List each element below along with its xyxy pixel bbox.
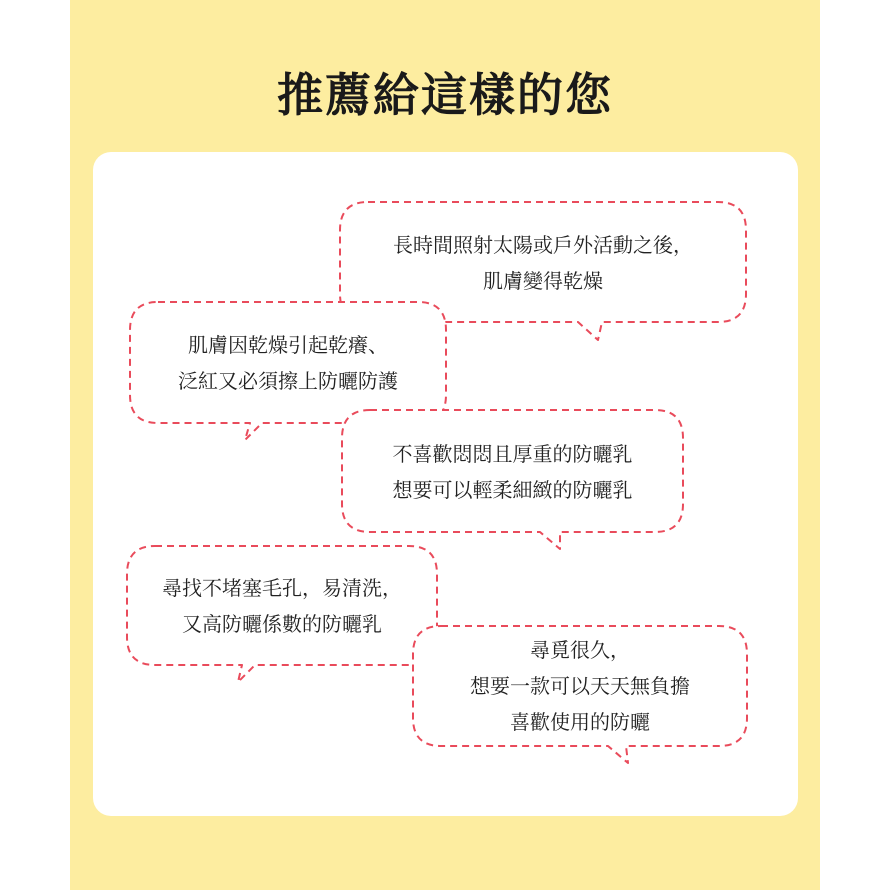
bubble-3-line-1: 不喜歡悶悶且厚重的防曬乳 [392, 442, 633, 466]
bubble-1-line-1: 長時間照射太陽或戶外活動之後， [393, 233, 693, 257]
bubble-3-line-2: 想要可以輕柔細緻的防曬乳 [392, 478, 633, 502]
bubble-4-line-1: 尋找不堵塞毛孔，易清洗， [162, 576, 402, 600]
speech-bubble-2-text [130, 327, 446, 399]
bubble-2-line-1: 肌膚因乾燥引起乾癢、 [188, 333, 388, 357]
bubble-2-line-2: 泛紅又必須擦上防曬防護 [178, 369, 398, 393]
bubble-5-line-1: 尋覓很久， [530, 638, 630, 662]
bubble-1-line-2: 肌膚變得乾燥 [483, 269, 603, 293]
speech-bubble-3-text [342, 436, 683, 508]
bubble-5-line-2: 想要一款可以天天無負擔 [470, 674, 690, 698]
bubble-4-line-2: 又高防曬係數的防曬乳 [182, 612, 382, 636]
page-title: 推薦給這樣的您 [277, 68, 613, 122]
speech-bubble-4-text [127, 570, 437, 642]
speech-bubble-1-text [340, 227, 746, 299]
bubble-5-line-3: 喜歡使用的防曬 [510, 710, 650, 734]
speech-bubble-5-text [413, 632, 747, 740]
